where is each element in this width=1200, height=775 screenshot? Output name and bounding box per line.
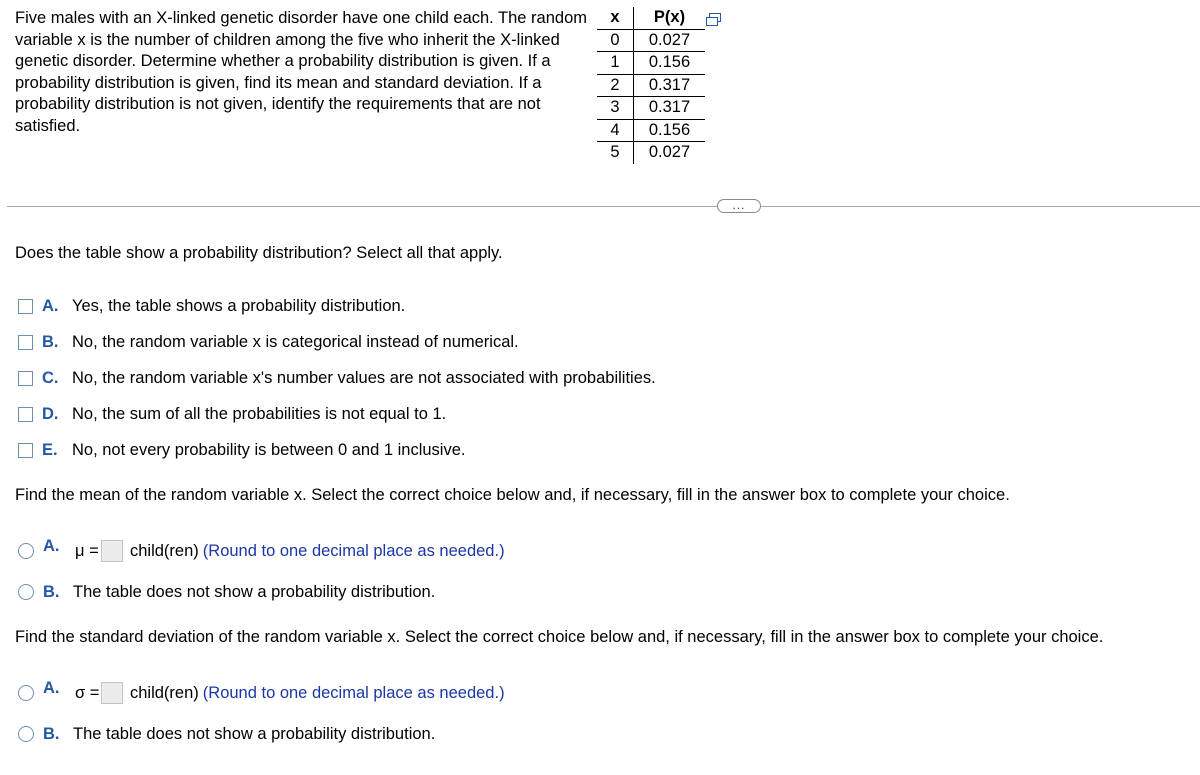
table-row bbox=[597, 97, 705, 120]
q2-option-b[interactable] bbox=[18, 582, 435, 602]
cell-px: 0.317 bbox=[634, 97, 706, 120]
question-2-text: Find the mean of the random variable x. Select the correct choice below and, if necessary, fill in the answer box to complete your choice. bbox=[15, 486, 1010, 504]
std-dev-answer-input[interactable] bbox=[101, 682, 123, 704]
option-label: The table does not show a probability distribution. bbox=[73, 582, 436, 601]
cell-x: 3 bbox=[597, 97, 634, 120]
option-label: No, not every probability is between 0 and 1 inclusive. bbox=[72, 440, 466, 459]
std-dev-symbol: σ = bbox=[75, 683, 100, 702]
option-letter: A. bbox=[43, 678, 60, 697]
mean-symbol: μ = bbox=[75, 541, 99, 560]
checkbox[interactable] bbox=[18, 335, 33, 350]
option-letter: B. bbox=[42, 332, 59, 351]
cell-px: 0.156 bbox=[634, 119, 706, 142]
q1-option-a[interactable] bbox=[18, 296, 405, 316]
table-row bbox=[597, 142, 705, 164]
radio-button[interactable] bbox=[18, 584, 34, 600]
cell-px: 0.027 bbox=[634, 29, 706, 52]
q1-option-c[interactable] bbox=[18, 368, 656, 388]
q3-option-b[interactable] bbox=[18, 724, 435, 744]
q2-option-a[interactable] bbox=[18, 536, 505, 561]
section-divider bbox=[7, 206, 1200, 207]
cell-px: 0.156 bbox=[634, 52, 706, 75]
option-letter: B. bbox=[43, 582, 60, 601]
cell-x: 4 bbox=[597, 119, 634, 142]
option-letter: E. bbox=[42, 440, 58, 459]
option-letter: A. bbox=[42, 296, 59, 315]
rounding-hint: (Round to one decimal place as needed.) bbox=[202, 541, 505, 560]
option-letter: D. bbox=[42, 404, 59, 423]
q1-option-b[interactable] bbox=[18, 332, 519, 352]
option-label: The table does not show a probability distribution. bbox=[73, 724, 436, 743]
table-row bbox=[597, 29, 705, 52]
unit-label: child(ren) bbox=[130, 683, 199, 702]
table-row bbox=[597, 52, 705, 75]
cell-x: 1 bbox=[597, 52, 634, 75]
expand-button[interactable]: ... bbox=[717, 199, 761, 213]
option-letter: C. bbox=[42, 368, 59, 387]
radio-button[interactable] bbox=[18, 543, 34, 559]
header-x: x bbox=[597, 7, 634, 29]
option-label: No, the sum of all the probabilities is not equal to 1. bbox=[72, 404, 447, 423]
q3-option-a[interactable] bbox=[18, 678, 505, 703]
q1-option-e[interactable] bbox=[18, 440, 465, 460]
radio-button[interactable] bbox=[18, 726, 34, 742]
option-letter: A. bbox=[43, 536, 60, 555]
rounding-hint: (Round to one decimal place as needed.) bbox=[202, 683, 505, 702]
copy-icon[interactable] bbox=[706, 13, 722, 27]
table-row bbox=[597, 74, 705, 97]
probability-table bbox=[597, 7, 705, 164]
cell-x: 5 bbox=[597, 142, 634, 164]
question-1-text: Does the table show a probability distribution? Select all that apply. bbox=[15, 244, 503, 262]
q1-option-d[interactable] bbox=[18, 404, 446, 424]
option-letter: B. bbox=[43, 724, 60, 743]
table-row bbox=[597, 119, 705, 142]
cell-x: 2 bbox=[597, 74, 634, 97]
radio-button[interactable] bbox=[18, 685, 34, 701]
option-label: No, the random variable x's number values are not associated with probabilities. bbox=[72, 368, 656, 387]
option-label: No, the random variable x is categorical instead of numerical. bbox=[72, 332, 519, 351]
header-px: P(x) bbox=[634, 7, 706, 29]
cell-x: 0 bbox=[597, 29, 634, 52]
mean-answer-input[interactable] bbox=[101, 540, 123, 562]
checkbox[interactable] bbox=[18, 299, 33, 314]
unit-label: child(ren) bbox=[130, 541, 199, 560]
checkbox[interactable] bbox=[18, 443, 33, 458]
checkbox[interactable] bbox=[18, 371, 33, 386]
option-label: Yes, the table shows a probability distribution. bbox=[72, 296, 406, 315]
question-3-text: Find the standard deviation of the random variable x. Select the correct choice below and, if necessary, fill in the answer box to complete your choice. bbox=[15, 628, 1104, 646]
cell-px: 0.317 bbox=[634, 74, 706, 97]
cell-px: 0.027 bbox=[634, 142, 706, 164]
checkbox[interactable] bbox=[18, 407, 33, 422]
problem-statement: Five males with an X-linked genetic disorder have one child each. The random variable x is the number of children among the five who inherit the X-linked genetic disorder. Determine whether a probability distribution is given. If a probability distribution is given, find its mean and standard deviation. If a probability distribution is not given, identify the requirements that are not satisfied. bbox=[15, 9, 588, 135]
table-header-row bbox=[597, 7, 705, 29]
